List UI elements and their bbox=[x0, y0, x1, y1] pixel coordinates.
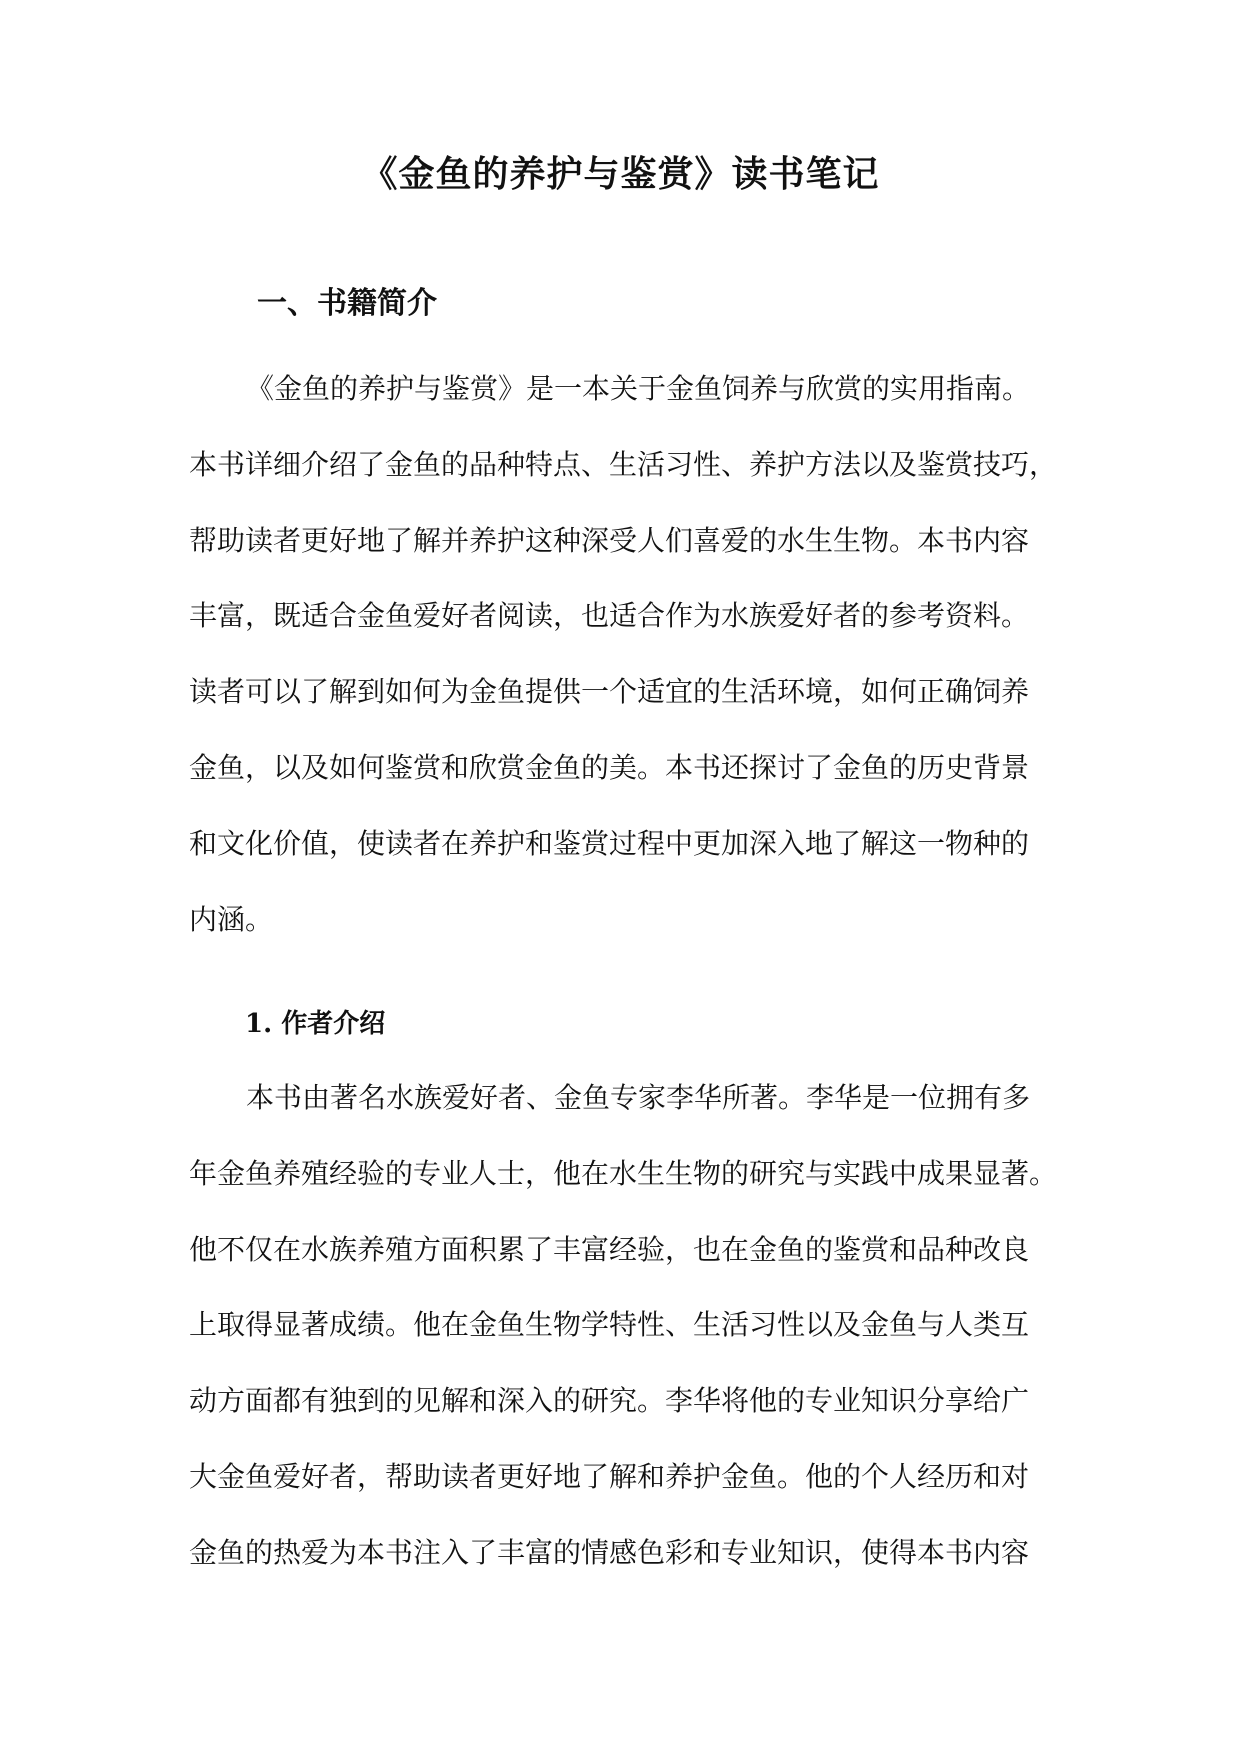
paragraph-author-intro bbox=[189, 1073, 1059, 1604]
paragraph-line: 本书由著名水族爱好者、金鱼专家李华所著。李华是一位拥有多 bbox=[246, 1081, 1031, 1114]
paragraph-line: 他不仅在水族养殖方面积累了丰富经验，也在金鱼的鉴赏和品种改良 bbox=[189, 1232, 1030, 1266]
document-title: 《金鱼的养护与鉴赏》读书笔记 bbox=[361, 153, 880, 195]
paragraph-line: 动方面都有独到的见解和深入的研究。李华将他的专业知识分享给广 bbox=[189, 1384, 1030, 1418]
section-heading-book-intro: 一、书籍简介 bbox=[257, 286, 437, 321]
paragraph-line: 内涵。 bbox=[189, 902, 274, 936]
paragraph-line: 年金鱼养殖经验的专业人士，他在水生生物的研究与实践中成果显著。 bbox=[189, 1156, 1058, 1190]
paragraph-line: 丰富，既适合金鱼爱好者阅读，也适合作为水族爱好者的参考资料。 bbox=[189, 599, 1030, 633]
subheading-author-intro: 1. 作者介绍 bbox=[245, 1009, 386, 1039]
paragraph-line: 上取得显著成绩。他在金鱼生物学特性、生活习性以及金鱼与人类互 bbox=[189, 1308, 1030, 1342]
paragraph-line: 帮助读者更好地了解并养护这种深受人们喜爱的水生生物。本书内容 bbox=[189, 523, 1030, 557]
paragraph-line: 金鱼的热爱为本书注入了丰富的情感色彩和专业知识，使得本书内容 bbox=[189, 1535, 1030, 1569]
paragraph-line: 本书详细介绍了金鱼的品种特点、生活习性、养护方法以及鉴赏技巧， bbox=[189, 447, 1058, 481]
paragraph-line: 《金鱼的养护与鉴赏》是一本关于金鱼饲养与欣赏的实用指南。 bbox=[246, 372, 1031, 405]
paragraph-book-intro bbox=[189, 364, 1059, 970]
paragraph-line: 金鱼，以及如何鉴赏和欣赏金鱼的美。本书还探讨了金鱼的历史背景 bbox=[189, 750, 1030, 784]
paragraph-line: 和文化价值，使读者在养护和鉴赏过程中更加深入地了解这一物种的 bbox=[189, 826, 1030, 860]
paragraph-line: 读者可以了解到如何为金鱼提供一个适宜的生活环境，如何正确饲养 bbox=[189, 675, 1030, 709]
paragraph-line: 大金鱼爱好者，帮助读者更好地了解和养护金鱼。他的个人经历和对 bbox=[189, 1459, 1030, 1493]
